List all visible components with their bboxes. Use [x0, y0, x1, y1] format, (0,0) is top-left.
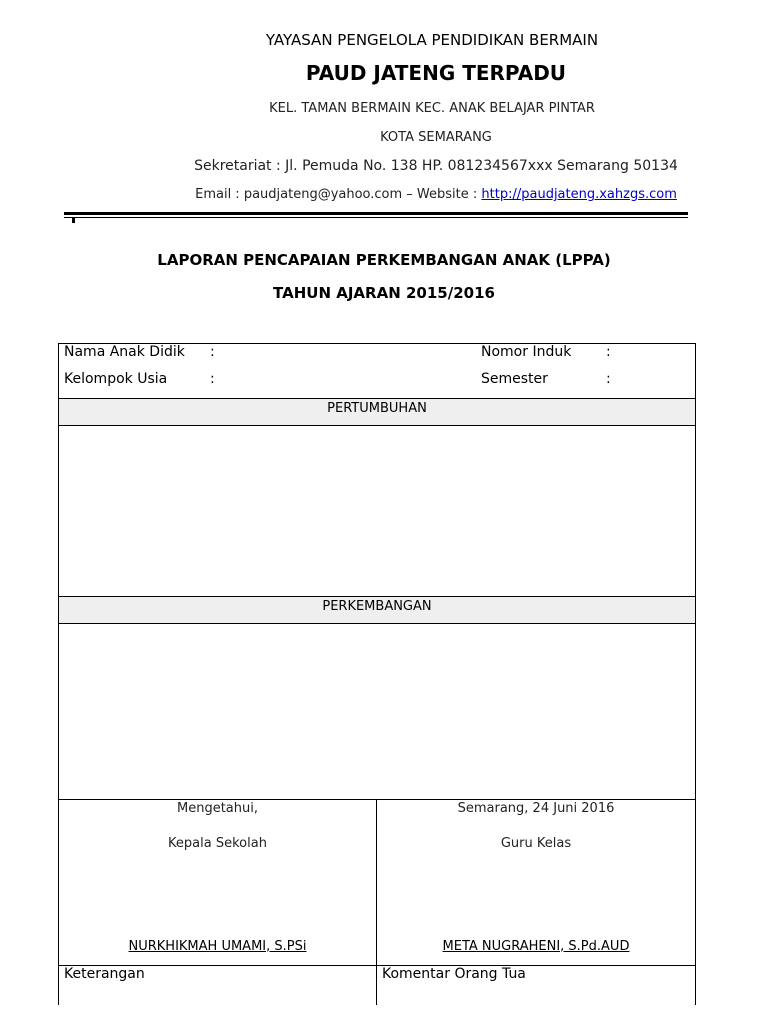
student-id-label: Nomor Induk	[481, 344, 572, 360]
semester-colon: :	[606, 371, 611, 387]
rule-mark	[72, 218, 75, 223]
contact-line	[52, 187, 768, 202]
report-title: LAPORAN PENCAPAIAN PERKEMBANGAN ANAK (LPPA)	[157, 251, 611, 269]
growth-section-header: PERTUMBUHAN	[58, 398, 696, 426]
principal-title: Kepala Sekolah	[168, 836, 267, 851]
student-id-colon: :	[606, 344, 611, 360]
parent-comment-label: Komentar Orang Tua	[382, 966, 526, 982]
development-content-box	[58, 623, 696, 800]
foundation-name: YAYASAN PENGELOLA PENDIDIKAN BERMAIN	[265, 31, 599, 49]
semester-label: Semester	[481, 371, 548, 387]
age-group-colon: :	[210, 371, 215, 387]
teacher-name: META NUGRAHENI, S.Pd.AUD	[442, 939, 630, 954]
place-date: Semarang, 24 Juni 2016	[457, 801, 615, 816]
header-rule-thin	[64, 217, 688, 218]
growth-content-box	[58, 425, 696, 597]
notes-label: Keterangan	[64, 966, 145, 982]
school-name: PAUD JATENG TERPADU	[305, 61, 567, 85]
city-line: KOTA SEMARANG	[380, 130, 492, 145]
age-group-label: Kelompok Usia	[64, 371, 168, 387]
header-rule-thick	[64, 212, 688, 215]
student-name-label: Nama Anak Didik	[64, 344, 185, 360]
student-name-colon: :	[210, 344, 215, 360]
report-year: TAHUN AJARAN 2015/2016	[273, 284, 495, 302]
address-line: KEL. TAMAN BERMAIN KEC. ANAK BELAJAR PINTAR	[269, 101, 595, 116]
secretariat-line: Sekretariat : Jl. Pemuda No. 138 HP. 081234567xxx Semarang 50134	[194, 158, 678, 174]
acknowledged-text: Mengetahui,	[177, 801, 258, 816]
website-link[interactable]: http://paudjateng.xahzgs.com	[481, 187, 677, 202]
email-text: Email : paudjateng@yahoo.com – Website :	[195, 187, 482, 202]
teacher-title: Guru Kelas	[500, 836, 572, 851]
principal-name: NURKHIKMAH UMAMI, S.PSi	[128, 939, 307, 954]
development-section-header: PERKEMBANGAN	[58, 596, 696, 624]
